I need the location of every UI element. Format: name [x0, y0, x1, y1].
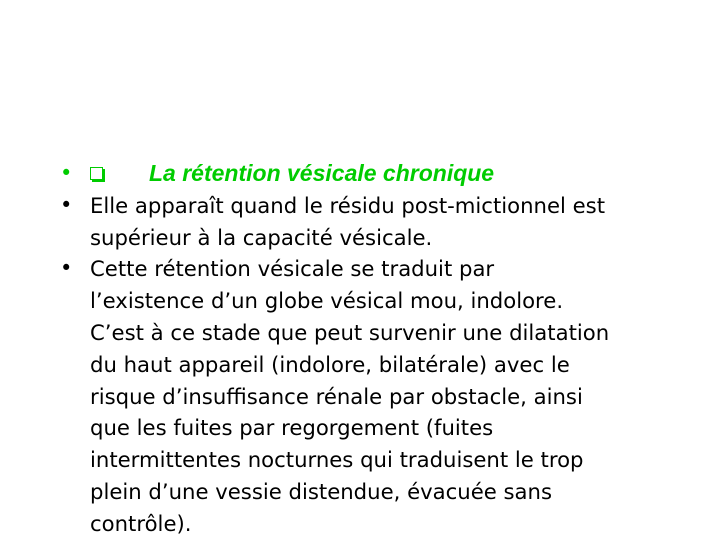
slide-body	[60, 158, 720, 540]
section-heading: La rétention vésicale chronique	[149, 160, 495, 186]
bullet-line: que les fuites par regorgement (fuites	[90, 415, 494, 441]
bullet-item	[60, 190, 720, 254]
bullet-line: risque d’insuffisance rénale par obstacle, ainsi	[90, 383, 583, 409]
bullet-line: Elle apparaît quand le résidu post-mictionnel est	[90, 192, 605, 218]
bullet-line: plein d’une vessie distendue, évacuée sans	[90, 478, 552, 504]
bullet-line: contrôle).	[90, 510, 192, 536]
bullet-line: du haut appareil (indolore, bilatérale) avec le	[90, 351, 570, 377]
bullet-item	[60, 253, 720, 539]
bullet-line: Cette rétention vésicale se traduit par	[90, 256, 495, 282]
checkbox-square-icon	[90, 167, 103, 180]
bullet-line: C’est à ce stade que peut survenir une dilatation	[90, 319, 610, 345]
bullet-marker: •	[60, 161, 73, 185]
bullet-marker: •	[60, 192, 73, 217]
bullet-marker: •	[60, 256, 73, 281]
heading-item	[60, 158, 720, 190]
bullet-line: l’existence d’un globe vésical mou, indolore.	[90, 288, 564, 314]
bullet-line: intermittentes nocturnes qui traduisent le trop	[90, 447, 584, 473]
bullet-line: supérieur à la capacité vésicale.	[90, 224, 433, 250]
